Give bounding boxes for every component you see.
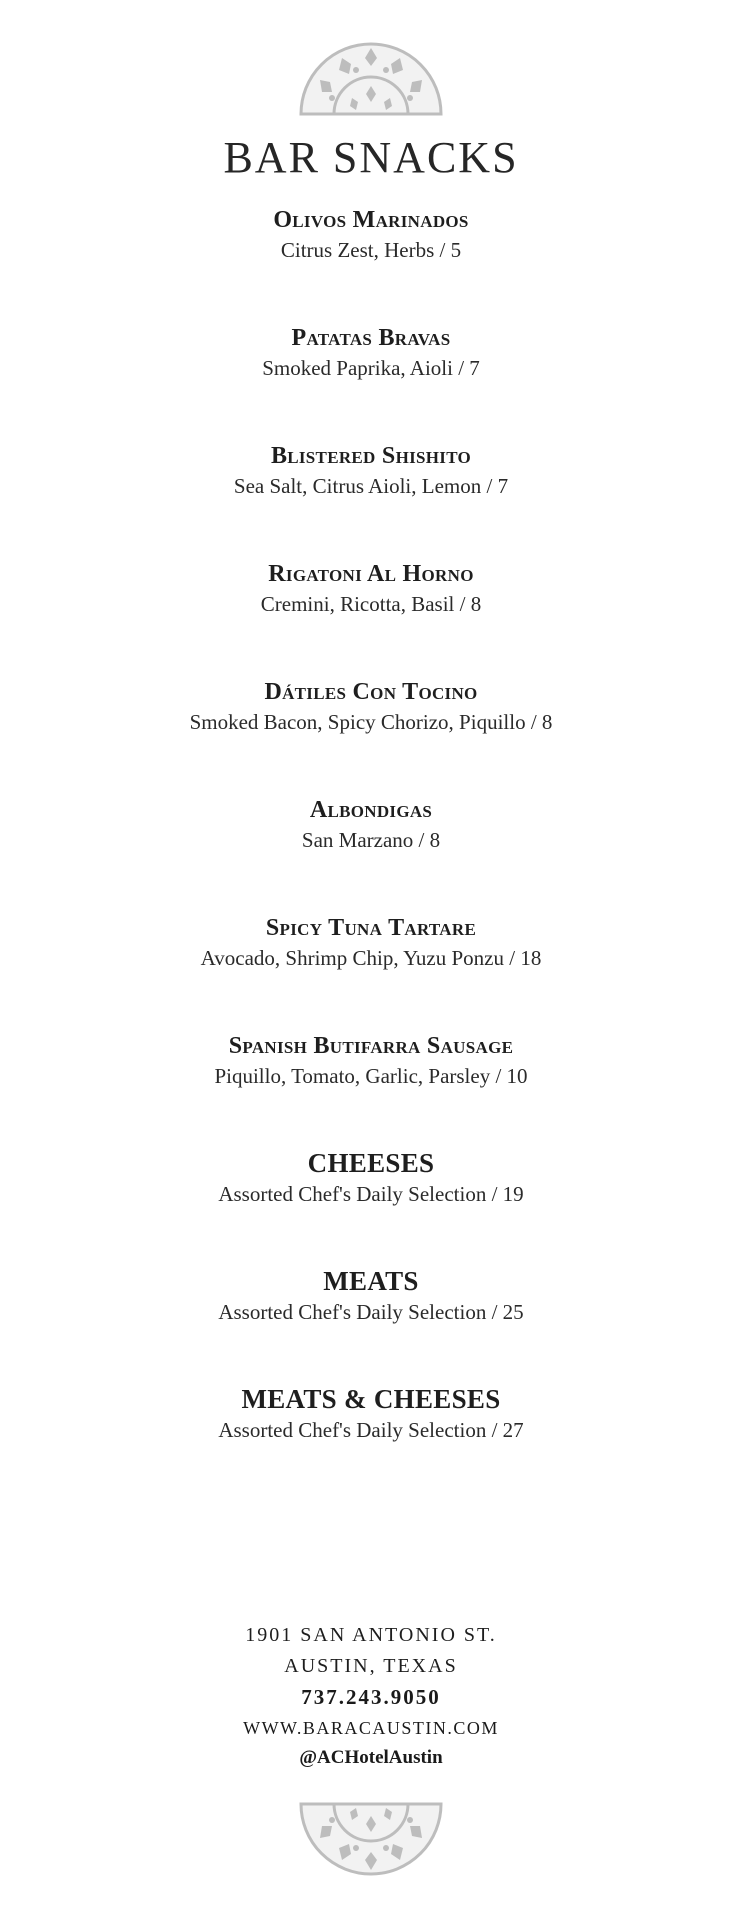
address-line-1: 1901 SAN ANTONIO ST. xyxy=(245,1624,497,1646)
menu-item xyxy=(0,204,742,264)
menu-item xyxy=(0,1030,742,1090)
menu-item-name: Patatas Bravas xyxy=(291,325,451,351)
menu-item-desc: Avocado, Shrimp Chip, Yuzu Ponzu / 18 xyxy=(200,946,542,970)
menu-item xyxy=(0,440,742,500)
menu-item-desc: Sea Salt, Citrus Aioli, Lemon / 7 xyxy=(233,474,509,498)
address-line-2: AUSTIN, TEXAS xyxy=(284,1655,458,1677)
menu-item xyxy=(0,794,742,854)
menu-item-desc: Assorted Chef's Daily Selection / 27 xyxy=(218,1418,524,1442)
menu-item-name: MEATS & CHEESES xyxy=(241,1384,501,1414)
menu-item xyxy=(0,1146,742,1208)
floral-medallion-icon xyxy=(298,1802,444,1878)
website-link[interactable]: WWW.BARACAUSTIN.COM xyxy=(243,1718,499,1738)
social-handle[interactable]: @ACHotelAustin xyxy=(299,1747,443,1768)
menu-item-name: Olivos Marinados xyxy=(273,207,469,233)
menu-item-name: Rigatoni Al Horno xyxy=(268,561,474,587)
menu-item-name: CHEESES xyxy=(307,1148,435,1178)
page-title: BAR SNACKS xyxy=(223,133,519,182)
footer-contact xyxy=(0,1620,742,1773)
menu-item-desc: Assorted Chef's Daily Selection / 19 xyxy=(218,1182,524,1206)
menu-item xyxy=(0,558,742,618)
menu-item-name: Spanish Butifarra Sausage xyxy=(228,1033,514,1059)
menu-item-desc: Citrus Zest, Herbs / 5 xyxy=(280,238,462,262)
menu-item xyxy=(0,1382,742,1444)
menu-item-desc: San Marzano / 8 xyxy=(301,828,441,852)
menu-item-desc: Smoked Paprika, Aioli / 7 xyxy=(262,356,480,380)
floral-medallion-icon xyxy=(298,40,444,116)
menu-item-desc: Cremini, Ricotta, Basil / 8 xyxy=(260,592,482,616)
menu-item xyxy=(0,322,742,382)
menu-item-name: Blistered Shishito xyxy=(270,443,472,469)
menu-item-name: Dátiles Con Tocino xyxy=(264,679,478,705)
phone-number[interactable]: 737.243.9050 xyxy=(301,1685,441,1709)
menu-item xyxy=(0,1264,742,1326)
menu-item xyxy=(0,912,742,972)
menu-item-name: Albondigas xyxy=(309,797,433,823)
menu-item-desc: Smoked Bacon, Spicy Chorizo, Piquillo / 8 xyxy=(189,710,553,734)
menu-item-name: Spicy Tuna Tartare xyxy=(265,915,477,941)
menu-item-desc: Piquillo, Tomato, Garlic, Parsley / 10 xyxy=(214,1064,528,1088)
menu-item-name: MEATS xyxy=(323,1266,419,1296)
menu-item xyxy=(0,676,742,736)
menu-item-desc: Assorted Chef's Daily Selection / 25 xyxy=(218,1300,524,1324)
